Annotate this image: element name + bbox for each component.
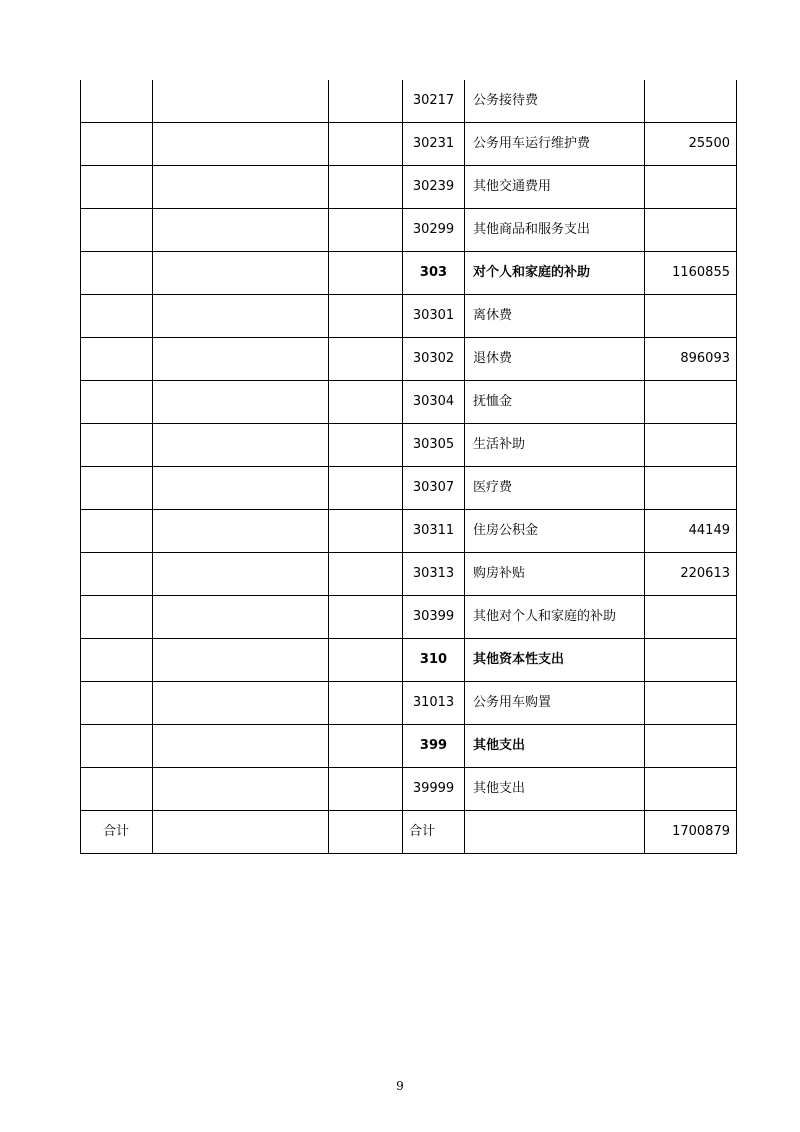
empty-cell bbox=[81, 553, 153, 596]
expense-code-cell: 399 bbox=[403, 725, 465, 768]
expense-name-cell: 公务接待费 bbox=[465, 80, 645, 123]
empty-cell bbox=[153, 295, 329, 338]
budget-table bbox=[80, 80, 737, 854]
table-row bbox=[81, 166, 737, 209]
empty-cell bbox=[465, 811, 645, 854]
expense-name-cell: 退休费 bbox=[465, 338, 645, 381]
empty-cell bbox=[81, 768, 153, 811]
expense-code-cell: 30231 bbox=[403, 123, 465, 166]
expense-code-cell: 30299 bbox=[403, 209, 465, 252]
budget-table-page bbox=[80, 80, 730, 854]
income-total-label: 合计 bbox=[81, 811, 153, 854]
empty-cell bbox=[329, 123, 403, 166]
table-row bbox=[81, 252, 737, 295]
empty-cell bbox=[329, 467, 403, 510]
expense-name-cell: 其他资本性支出 bbox=[465, 639, 645, 682]
table-row bbox=[81, 510, 737, 553]
expense-amount-cell bbox=[645, 424, 737, 467]
empty-cell bbox=[329, 510, 403, 553]
expense-name-cell: 住房公积金 bbox=[465, 510, 645, 553]
table-row bbox=[81, 768, 737, 811]
table-row bbox=[81, 209, 737, 252]
table-row bbox=[81, 553, 737, 596]
expense-amount-cell: 44149 bbox=[645, 510, 737, 553]
expense-code-cell: 30217 bbox=[403, 80, 465, 123]
expense-amount-cell bbox=[645, 381, 737, 424]
expense-amount-cell bbox=[645, 80, 737, 123]
expense-name-cell: 其他交通费用 bbox=[465, 166, 645, 209]
empty-cell bbox=[153, 424, 329, 467]
empty-cell bbox=[81, 252, 153, 295]
expense-amount-cell bbox=[645, 209, 737, 252]
expense-code-cell: 303 bbox=[403, 252, 465, 295]
expense-code-cell: 30302 bbox=[403, 338, 465, 381]
expense-code-cell: 30399 bbox=[403, 596, 465, 639]
expense-amount-cell bbox=[645, 639, 737, 682]
expense-code-cell: 31013 bbox=[403, 682, 465, 725]
empty-cell bbox=[81, 209, 153, 252]
expense-name-cell: 医疗费 bbox=[465, 467, 645, 510]
empty-cell bbox=[329, 209, 403, 252]
empty-cell bbox=[329, 424, 403, 467]
empty-cell bbox=[153, 811, 329, 854]
table-row bbox=[81, 381, 737, 424]
empty-cell bbox=[153, 467, 329, 510]
table-row bbox=[81, 424, 737, 467]
empty-cell bbox=[329, 80, 403, 123]
empty-cell bbox=[81, 338, 153, 381]
empty-cell bbox=[329, 553, 403, 596]
expense-name-cell: 离休费 bbox=[465, 295, 645, 338]
empty-cell bbox=[81, 596, 153, 639]
expense-code-cell: 310 bbox=[403, 639, 465, 682]
expense-name-cell: 生活补助 bbox=[465, 424, 645, 467]
empty-cell bbox=[153, 639, 329, 682]
expense-name-cell: 抚恤金 bbox=[465, 381, 645, 424]
empty-cell bbox=[81, 80, 153, 123]
empty-cell bbox=[329, 338, 403, 381]
empty-cell bbox=[153, 768, 329, 811]
empty-cell bbox=[329, 295, 403, 338]
empty-cell bbox=[153, 596, 329, 639]
table-row bbox=[81, 639, 737, 682]
expense-amount-cell bbox=[645, 295, 737, 338]
empty-cell bbox=[81, 682, 153, 725]
empty-cell bbox=[329, 252, 403, 295]
expense-amount-cell bbox=[645, 725, 737, 768]
expense-name-cell: 其他支出 bbox=[465, 725, 645, 768]
expense-name-cell: 购房补贴 bbox=[465, 553, 645, 596]
empty-cell bbox=[81, 725, 153, 768]
table-row bbox=[81, 80, 737, 123]
table-row bbox=[81, 338, 737, 381]
empty-cell bbox=[81, 166, 153, 209]
expense-name-cell: 其他支出 bbox=[465, 768, 645, 811]
expense-amount-cell bbox=[645, 467, 737, 510]
empty-cell bbox=[81, 510, 153, 553]
total-amount: 1700879 bbox=[645, 811, 737, 854]
table-row bbox=[81, 123, 737, 166]
expense-name-cell: 其他商品和服务支出 bbox=[465, 209, 645, 252]
expense-amount-cell: 1160855 bbox=[645, 252, 737, 295]
expense-name-cell: 公务用车运行维护费 bbox=[465, 123, 645, 166]
empty-cell bbox=[153, 209, 329, 252]
expense-code-cell: 30307 bbox=[403, 467, 465, 510]
empty-cell bbox=[153, 510, 329, 553]
expense-amount-cell: 25500 bbox=[645, 123, 737, 166]
table-body bbox=[81, 80, 737, 854]
empty-cell bbox=[81, 639, 153, 682]
empty-cell bbox=[329, 166, 403, 209]
empty-cell bbox=[329, 596, 403, 639]
empty-cell bbox=[81, 424, 153, 467]
table-row bbox=[81, 725, 737, 768]
table-row bbox=[81, 682, 737, 725]
empty-cell bbox=[81, 381, 153, 424]
expense-code-cell: 39999 bbox=[403, 768, 465, 811]
empty-cell bbox=[153, 338, 329, 381]
empty-cell bbox=[153, 725, 329, 768]
empty-cell bbox=[329, 811, 403, 854]
table-row bbox=[81, 295, 737, 338]
table-row bbox=[81, 596, 737, 639]
total-row bbox=[81, 811, 737, 854]
expense-code-cell: 30313 bbox=[403, 553, 465, 596]
page-number: 9 bbox=[396, 1079, 404, 1093]
expense-name-cell: 公务用车购置 bbox=[465, 682, 645, 725]
empty-cell bbox=[153, 123, 329, 166]
expense-code-cell: 30304 bbox=[403, 381, 465, 424]
empty-cell bbox=[329, 682, 403, 725]
empty-cell bbox=[153, 80, 329, 123]
empty-cell bbox=[81, 467, 153, 510]
empty-cell bbox=[153, 252, 329, 295]
expense-amount-cell bbox=[645, 768, 737, 811]
empty-cell bbox=[153, 682, 329, 725]
empty-cell bbox=[329, 639, 403, 682]
expense-code-cell: 30239 bbox=[403, 166, 465, 209]
empty-cell bbox=[329, 768, 403, 811]
empty-cell bbox=[329, 725, 403, 768]
expense-code-cell: 30305 bbox=[403, 424, 465, 467]
empty-cell bbox=[81, 123, 153, 166]
expense-amount-cell bbox=[645, 166, 737, 209]
empty-cell bbox=[153, 381, 329, 424]
expense-amount-cell bbox=[645, 682, 737, 725]
empty-cell bbox=[329, 381, 403, 424]
empty-cell bbox=[153, 553, 329, 596]
expense-total-label: 合计 bbox=[403, 811, 465, 854]
expense-name-cell: 对个人和家庭的补助 bbox=[465, 252, 645, 295]
expense-code-cell: 30311 bbox=[403, 510, 465, 553]
empty-cell bbox=[153, 166, 329, 209]
expense-amount-cell bbox=[645, 596, 737, 639]
expense-code-cell: 30301 bbox=[403, 295, 465, 338]
expense-name-cell: 其他对个人和家庭的补助 bbox=[465, 596, 645, 639]
expense-amount-cell: 220613 bbox=[645, 553, 737, 596]
expense-amount-cell: 896093 bbox=[645, 338, 737, 381]
table-row bbox=[81, 467, 737, 510]
empty-cell bbox=[81, 295, 153, 338]
